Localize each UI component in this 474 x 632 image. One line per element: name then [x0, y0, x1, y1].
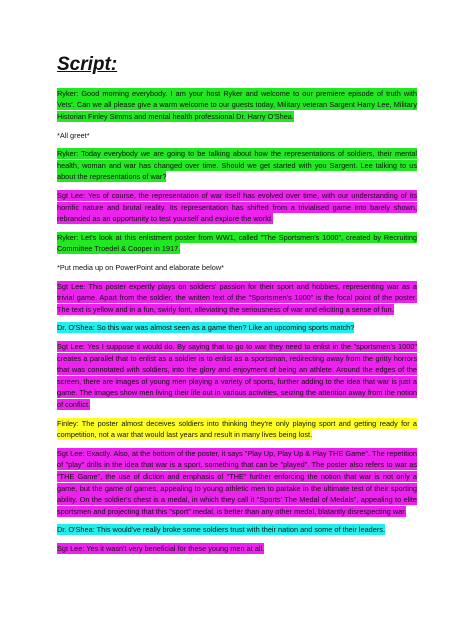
script-body: [57, 88, 417, 555]
paragraph-text: Finley: The poster almost deceives soldiers into thinking they're only playing sport and getting ready for a competition, not a war that would last years and result in many lives being lost.: [57, 418, 417, 440]
dialogue-paragraph: [57, 148, 417, 183]
dialogue-paragraph: [57, 190, 417, 225]
dialogue-paragraph: [57, 88, 417, 123]
paragraph-text: *All greet*: [57, 130, 90, 140]
dialogue-paragraph: [57, 281, 417, 316]
paragraph-text: *Put media up on PowerPoint and elaborate below*: [57, 263, 224, 273]
paragraph-text: Dr. O'Shea: So this war was almost seen as a game then? Like an upcoming sports match?: [57, 323, 355, 333]
dialogue-paragraph: [57, 322, 417, 334]
dialogue-paragraph: [57, 341, 417, 411]
paragraph-text: Ryker: Good morning everybody. I am your host Ryker and welcome to our premiere episode of truth with Vets'. Can we all please give a warm welcome to our guests today, Military veteran Sargent Harry Lee, Military Historian Finley Simms and mental health professional Dr. Harry O'Shea.: [57, 88, 417, 122]
dialogue-paragraph: [57, 232, 417, 255]
paragraph-text: Ryker: Today everybody we are going to be talking about how the representations of soldiers, their mental health, woman and war has changed over time. Should we get started with you Sargent. Lee talking to us about the representations of war?: [57, 149, 417, 182]
stage-direction: [57, 130, 417, 142]
paragraph-text: Sgt Lee: This poster expertly plays on soldiers' passion for their sport and hobbies, representing war as a trivial game. Apart from the soldier, the written text of the "Sportsmen's 1000" is the focal point of the poster. The text is yellow and in a fun, swirly font, alleviating the seriousness of war and eliciting a sense of fun.: [57, 281, 417, 314]
dialogue-paragraph: [57, 524, 417, 536]
paragraph-text: Sgt Lee: Yes it wasn't very beneficial for these young men at all.: [57, 543, 265, 553]
dialogue-paragraph: [57, 448, 417, 518]
page-title: Script:: [57, 54, 118, 75]
dialogue-paragraph: [57, 543, 417, 555]
paragraph-text: Ryker: Let's look at this enlistment poster from WW1, called "The Sportsmen's 1000", created by Recruiting Committee Troedel & Cooper in 1917.: [57, 232, 417, 254]
paragraph-text: Dr. O'Shea: This would've really broke some soldiers trust with their nation and some of their leaders.: [57, 525, 385, 535]
dialogue-paragraph: [57, 418, 417, 441]
stage-direction: [57, 262, 417, 274]
paragraph-text: Sgt Lee: Exactly. Also, at the bottom of the poster, it says "Play Up, Play Up & Play THE Game". The repetition of "play" drills in the idea that war is a sport, something that can be "played". The poster also refers to war as "THE Game", the use of diction and emphasis of "THE" further enforcing the notion that war is not only a game, but the game of games, appealing to young athletic men to partake in the ultimate test of their sporting ability. On the soldier's chest is a medal, in which they call it "Sports' The Medal of Medals", appealing to elite sportsmen and projecting that this "sport" medal, is better than any other medal, blatantly disrespecting war.: [57, 448, 417, 516]
paragraph-text: Sgt Lee: Yes I suppose it would do. By saying that to go to war they need to enlist in the "sportsmen's 1000" creates a parallel that to enlist as a soldier is to enlist as a sportsman, redirecting away from the gritty horrors that was connotated with soldiers, into the glory and enjoyment of being an athlete. Around the edges of the screen, there are images of young men playing a variety of sports, further adding to the idea that war is just a game. The images show men living their life out in various activities, seizing the attention away from the notion of conflict.: [57, 341, 417, 409]
paragraph-text: Sgt Lee: Yes of course, the representation of war itself has evolved over time, with our understanding of its horrific nature and brutal reality. Its representation has shifted from a trivialised game into barely shown, rebranded as an opportunity to test yourself and explore the world.: [57, 191, 417, 224]
